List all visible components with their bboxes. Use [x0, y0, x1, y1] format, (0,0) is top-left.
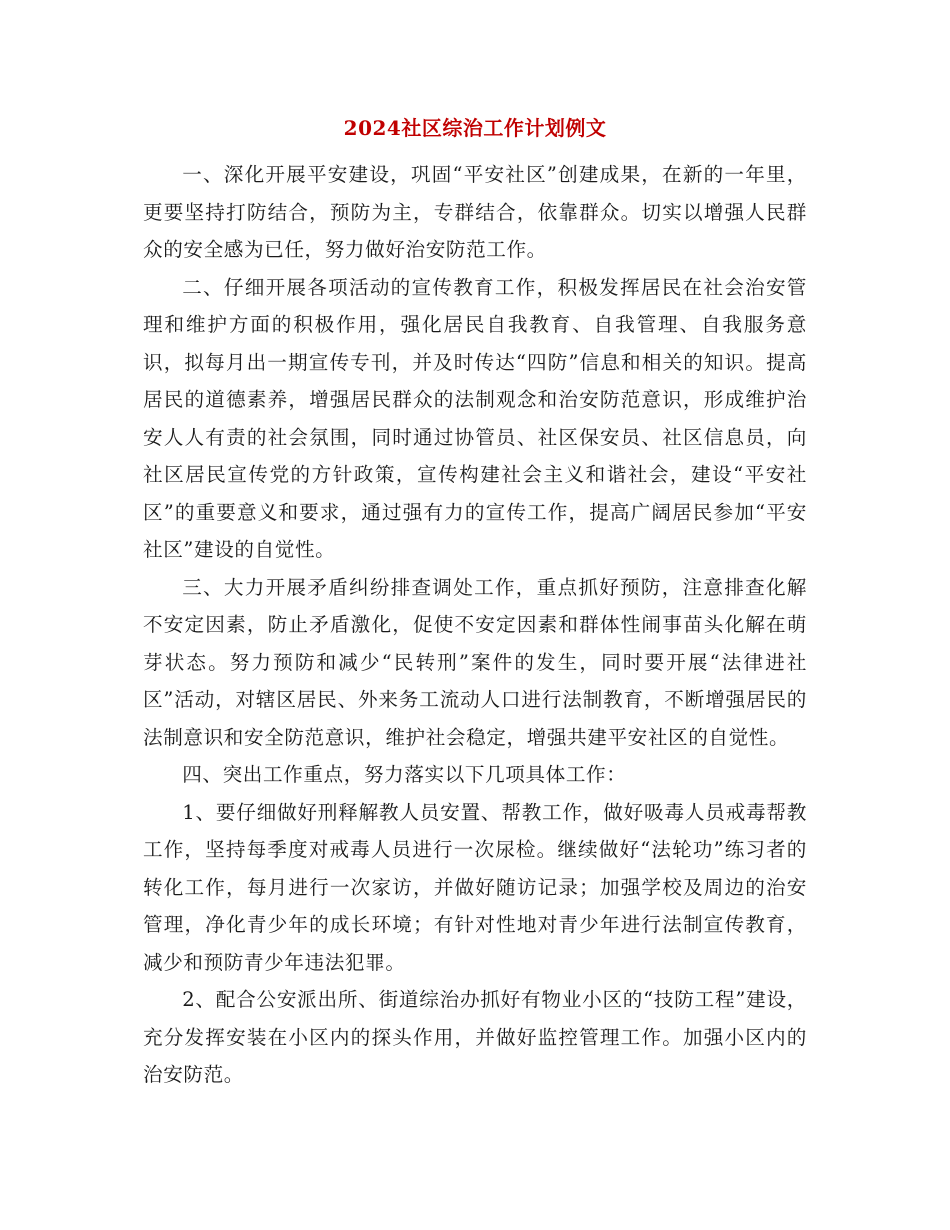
paragraph-6: 2、配合公安派出所、街道综治办抓好有物业小区的“技防工程”建设，充分发挥安装在小区内的探头作用，并做好监控管理工作。加强小区内的治安防范。 [143, 988, 807, 1086]
paragraph-1: 一、深化开展平安建设，巩固“平安社区”创建成果，在新的一年里，更要坚持打防结合，预防为主，专群结合，依靠群众。切实以增强人民群众的安全感为已任，努力做好治安防范工作。 [143, 163, 807, 261]
paragraph-4: 四、突出工作重点，努力落实以下几项具体工作： [182, 763, 627, 786]
paragraph-2: 二、仔细开展各项活动的宣传教育工作，积极发挥居民在社会治安管理和维护方面的积极作用，强化居民自我教育、自我管理、自我服务意识，拟每月出一期宣传专刊，并及时传达“四防”信息和相关的知识。提高居民的道德素养，增强居民群众的法制观念和治安防范意识，形成维护治安人人有责的社会氛围，同时通过协管员、社区保安员、社区信息员，向社区居民宣传党的方针政策，宣传构建社会主义和谐社会，建设“平安社区”的重要意义和要求，通过强有力的宣传工作，提高广阔居民参加“平安社区”建设的自觉性。 [143, 275, 807, 561]
document-body [143, 156, 807, 1094]
paragraph-3: 三、大力开展矛盾纠纷排查调处工作，重点抓好预防，注意排查化解不安定因素，防止矛盾激化，促使不安定因素和群体性闹事苗头化解在萌芽状态。努力预防和减少“民转刑”案件的发生，同时要开展“法律进社区”活动，对辖区居民、外来务工流动人口进行法制教育，不断增强居民的法制意识和安全防范意识，维护社会稳定，增强共建平安社区的自觉性。 [143, 575, 807, 749]
document-title: 2024社区综治工作计划例文 [343, 116, 607, 140]
paragraph-5: 1、要仔细做好刑释解教人员安置、帮教工作，做好吸毒人员戒毒帮教工作，坚持每季度对戒毒人员进行一次尿检。继续做好“法轮功”练习者的转化工作，每月进行一次家访，并做好随访记录；加强学校及周边的治安管理，净化青少年的成长环境；有针对性地对青少年进行法制宣传教育，减少和预防青少年违法犯罪。 [143, 800, 807, 974]
